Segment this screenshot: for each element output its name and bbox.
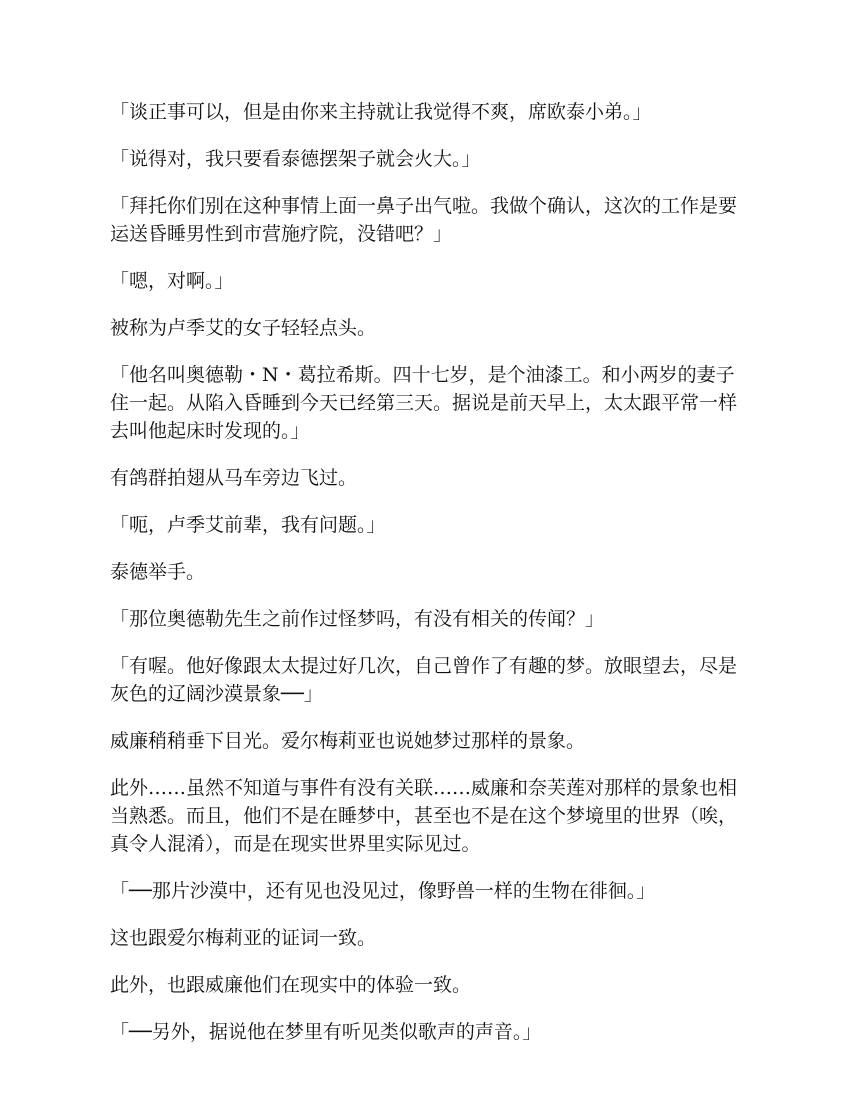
paragraph: 「──那片沙漠中，还有见也没见过，像野兽一样的生物在徘徊。」 [110, 880, 656, 902]
paragraph: 威廉稍稍垂下目光。爱尔梅莉亚也说她梦过那样的景象。 [110, 730, 586, 752]
paragraph: 被称为卢季艾的女子轻轻点头。 [110, 317, 377, 339]
paragraph: 「他名叫奥德勒・N・葛拉希斯。四十七岁，是个油漆工。和小两岁的妻子住一起。从陷入昏睡到今天已经第三天。据说是前天早上，太太跟平常一样去叫他起床时发现的。」 [110, 364, 738, 442]
paragraph: 「呃，卢季艾前辈，我有问题。」 [110, 514, 386, 536]
paragraph: 「有喔。他好像跟太太提过好几次，自己曾作了有趣的梦。放眼望去，尽是灰色的辽阔沙漠景象──」 [110, 655, 738, 705]
paragraph: 「嗯，对啊。」 [110, 270, 234, 292]
paragraph: 泰德举手。 [110, 561, 206, 583]
paragraph: 此外，也跟威廉他们在现实中的体验一致。 [110, 974, 472, 996]
paragraph: 有鸽群拍翅从马车旁边飞过。 [110, 467, 358, 489]
paragraph: 这也跟爱尔梅莉亚的证词一致。 [110, 927, 377, 949]
paragraph: 「谈正事可以，但是由你来主持就让我觉得不爽，席欧泰小弟。」 [110, 101, 652, 123]
paragraph: 此外……虽然不知道与事件有没有关联……威廉和奈芙莲对那样的景象也相当熟悉。而且，他们不是在睡梦中，甚至也不是在这个梦境里的世界（唉，真令人混淆），而是在现实世界里实际见过。 [110, 777, 738, 855]
paragraph: 「那位奥德勒先生之前作过怪梦吗，有没有相关的传闻？」 [110, 608, 605, 630]
paragraph: 「拜托你们别在这种事情上面一鼻子出气啦。我做个确认，这次的工作是要运送昏睡男性到市营施疗院，没错吧？」 [110, 195, 738, 245]
paragraph: 「──另外，据说他在梦里有听见类似歌声的声音。」 [110, 1021, 542, 1043]
document-body [110, 98, 750, 1065]
paragraph: 「说得对，我只要看泰德摆架子就会火大。」 [110, 148, 481, 170]
